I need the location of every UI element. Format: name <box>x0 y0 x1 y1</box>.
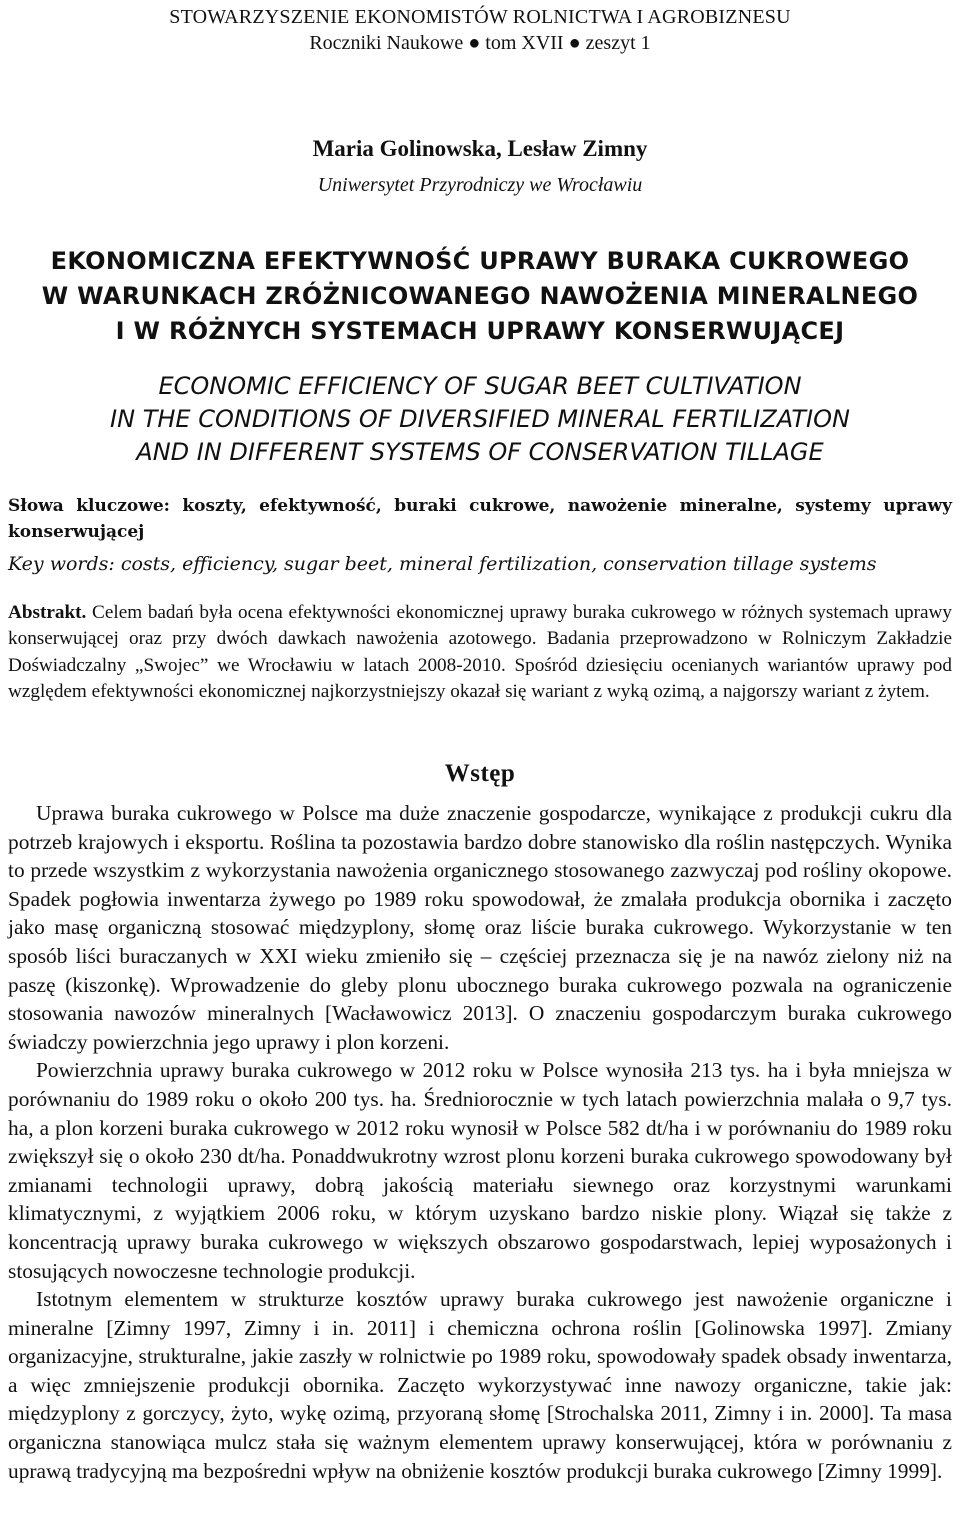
keywords-polish: Słowa kluczowe: koszty, efektywność, buraki cukrowe, nawożenie mineralne, systemy uprawy konserwującej <box>8 496 952 542</box>
association-name: STOWARZYSZENIE EKONOMISTÓW ROLNICTWA I AGROBIZNESU <box>169 6 791 28</box>
title-pl-line: W WARUNKACH ZRÓŻNICOWANEGO NAWOŻENIA MINERALNEGO <box>41 282 919 310</box>
intro-paragraph: Powierzchnia uprawy buraka cukrowego w 2012 roku w Polsce wynosiła 213 tys. ha i była mniejsza w porównaniu do 1989 roku o około 200 tys. ha. Średniorocznie w tych latach powierzchnia malała o 9,7 tys. ha, a plon korzeni buraka cukrowego w 2012 roku wynosił w Polsce 582 dt/ha i w porównaniu do 1989 roku zwiększył się o około 230 dt/ha. Ponaddwukrotny wzrost plonu korzeni buraka cukrowego spowodowany był zmianami technologii uprawy, dobrą jakością materiału siewnego oraz korzystnymi warunkami klimatycznymi, z wyjątkiem 2006 roku, w którym uzyskano bardzo niskie plony. Wiązał się także z koncentracją uprawy buraka cukrowego w większych obszarowo gospodarstwach, lepiej wyposażonych i stosujących nowoczesne technologie produkcji. <box>8 1058 952 1283</box>
title-en-line: AND IN DIFFERENT SYSTEMS OF CONSERVATION TILLAGE <box>136 438 824 466</box>
journal-issue: Roczniki Naukowe ● tom XVII ● zeszyt 1 <box>309 32 651 54</box>
authors: Maria Golinowska, Lesław Zimny <box>312 136 648 161</box>
title-pl-line: EKONOMICZNA EFEKTYWNOŚĆ UPRAWY BURAKA CUKROWEGO <box>50 247 910 275</box>
title-en-line: ECONOMIC EFFICIENCY OF SUGAR BEET CULTIVATION <box>158 372 802 400</box>
journal-header <box>0 0 960 56</box>
section-heading: Wstęp <box>444 760 516 787</box>
intro-paragraph: Istotnym elementem w strukturze kosztów uprawy buraka cukrowego jest nawożenie organiczne i mineralne [Zimny 1997, Zimny i in. 2011] i chemiczna ochrona roślin [Golinowska 1997]. Zmiany organizacyjne, strukturalne, jakie zaszły w rolnictwie po 1989 roku, spowodowały spadek obsady inwentarza, a więc zmniejszenie produkcji obornika. Zaczęto wykorzystywać inne nawozy organiczne, takie jak: międzyplony z gorczycy, żyto, wykę ozimą, przyoraną słomę [Strochalska 2011, Zimny i in. 2000]. Ta masa organiczna stanowiąca mulcz stała się ważnym elementem uprawy konserwującej, która w porównaniu z uprawą tradycyjną ma bezpośredni wpływ na obniżenie kosztów produkcji buraka cukrowego [Zimny 1999]. <box>8 1287 952 1483</box>
abstract <box>8 600 952 706</box>
title-english <box>0 370 960 469</box>
abstract-label: Abstrakt. <box>8 602 87 623</box>
title-pl-line: I W RÓŻNYCH SYSTEMACH UPRAWY KONSERWUJĄCEJ <box>115 317 845 345</box>
title-polish <box>0 244 960 349</box>
title-en-line: IN THE CONDITIONS OF DIVERSIFIED MINERAL FERTILIZATION <box>110 405 850 433</box>
affiliation: Uniwersytet Przyrodniczy we Wrocławiu <box>317 174 643 196</box>
abstract-text: Celem badań była ocena efektywności ekonomicznej uprawy buraka cukrowego w różnych systemach uprawy konserwującej oraz przy dwóch dawkach nawożenia azotowego. Badania przeprowadzono w Rolniczym Zakładzie Doświadczalny „Swojec” we Wrocławiu w latach 2008-2010. Spośród dziesięciu ocenianych wariantów uprawy pod względem efektywności ekonomicznej najkorzystniejszy okazał się wariant z wyką ozimą, a najgorszy wariant z żytem. <box>8 602 952 703</box>
keywords-english: Key words: costs, efficiency, sugar beet, mineral fertilization, conservation tillage systems <box>8 553 877 575</box>
intro-paragraph: Uprawa buraka cukrowego w Polsce ma duże znaczenie gospodarcze, wynikające z produkcji cukru dla potrzeb krajowych i eksportu. Roślina ta pozostawia bardzo dobre stanowisko dla roślin następczych. Wynika to przede wszystkim z wykorzystania nawożenia organicznego stosowanego zazwyczaj pod rośliny okopowe. Spadek pogłowia inwentarza żywego po 1989 roku spowodował, że zmalała produkcja obornika i zaczęto jako masę organiczną stosować międzyplony, słomę oraz liście buraka cukrowego. Wykorzystanie w ten sposób liści buraczanych w XXI wieku zmieniło się – częściej przeznacza się je na nawóz zielony niż na paszę (kiszonkę). Wprowadzenie do gleby plonu ubocznego buraka cukrowego pozwala na ograniczenie stosowania nawozów mineralnych [Wacławowicz 2013]. O znaczeniu gospodarczym buraka cukrowego świadczy powierzchnia jego uprawy i plon korzeni. <box>8 801 952 1054</box>
introduction-body <box>8 799 952 1485</box>
